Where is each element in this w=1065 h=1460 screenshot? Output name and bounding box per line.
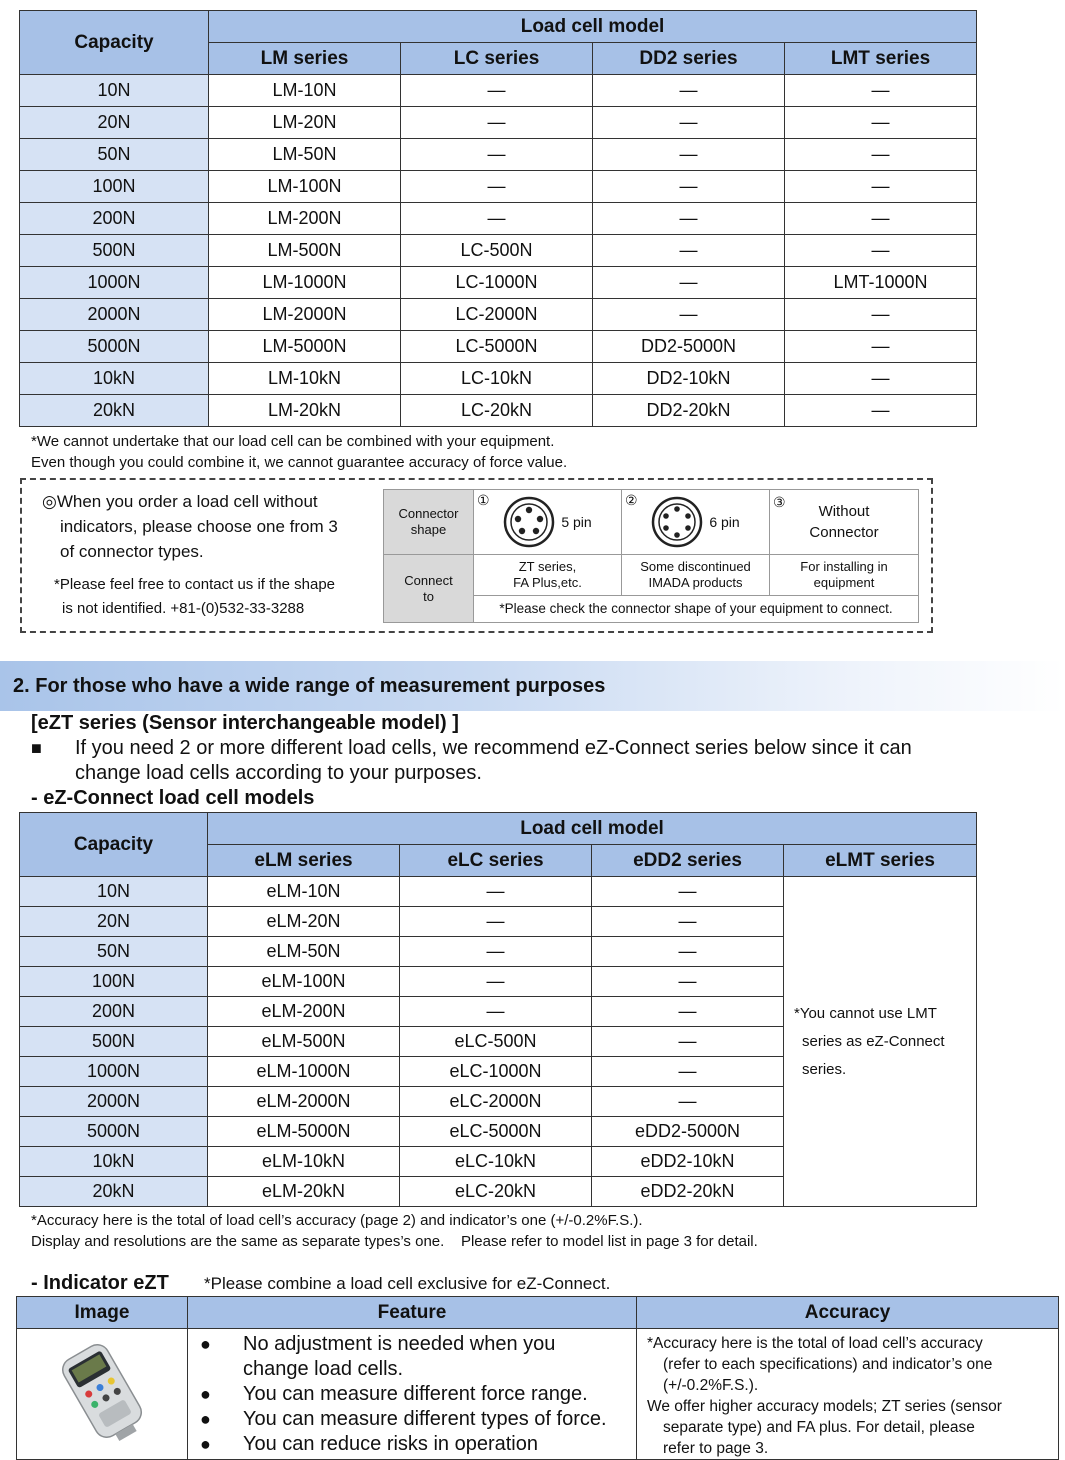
contact-note: *Please feel free to contact us if the shape xyxy=(54,576,336,593)
models-heading: - eZ-Connect load cell models xyxy=(31,787,315,809)
option-number: ② xyxy=(625,492,638,508)
column-header: LM series xyxy=(209,43,401,75)
table-note: *We cannot undertake that our load cell can be combined with your equipment. xyxy=(31,433,555,450)
accuracy-line: (+/-0.2%F.S.). xyxy=(663,1377,759,1394)
model-cell: — xyxy=(592,1027,784,1057)
model-cell: eLC-10kN xyxy=(400,1147,592,1177)
lmt-note-line: *You cannot use LMT xyxy=(794,1004,937,1022)
table-row xyxy=(20,203,977,235)
capacity-cell: 500N xyxy=(20,235,209,267)
model-cell: — xyxy=(593,139,785,171)
capacity-header: Capacity xyxy=(20,11,209,75)
capacity-cell: 50N xyxy=(20,139,209,171)
desc-line: Some discontinued xyxy=(640,559,751,575)
model-cell: DD2-20kN xyxy=(593,395,785,427)
contact-note: is not identified. +81-(0)532-33-3288 xyxy=(62,600,305,617)
connector-option-6pin xyxy=(622,490,770,555)
column-header: LMT series xyxy=(785,43,977,75)
model-cell: — xyxy=(400,937,592,967)
model-cell: eLM-5000N xyxy=(208,1117,400,1147)
5-pin-connector-icon xyxy=(503,496,555,548)
model-cell: LC-500N xyxy=(401,235,593,267)
table-row xyxy=(20,267,977,299)
model-cell: LC-2000N xyxy=(401,299,593,331)
model-cell: eDD2-5000N xyxy=(592,1117,784,1147)
accuracy-header: Accuracy xyxy=(637,1297,1059,1329)
model-cell: — xyxy=(593,267,785,299)
lmt-note-line: series as eZ-Connect xyxy=(802,1032,945,1050)
model-cell: LM-1000N xyxy=(209,267,401,299)
section-subtitle: [eZT series (Sensor interchangeable model) ] xyxy=(31,712,459,734)
accuracy-line: We offer higher accuracy models; ZT series (sensor xyxy=(647,1398,1002,1415)
accuracy-line: *Accuracy here is the total of load cell’s accuracy xyxy=(647,1335,983,1352)
capacity-cell: 20kN xyxy=(20,395,209,427)
indicator-note: *Please combine a load cell exclusive for eZ-Connect. xyxy=(204,1274,611,1293)
model-cell: — xyxy=(592,937,784,967)
table-row xyxy=(20,299,977,331)
bullet-square-icon: ■ xyxy=(31,738,42,758)
label-line: to xyxy=(423,588,434,604)
model-cell: eDD2-20kN xyxy=(592,1177,784,1207)
accuracy-line: refer to page 3. xyxy=(663,1440,769,1457)
connector-intro: of connector types. xyxy=(60,542,204,561)
table-note: Display and resolutions are the same as separate types’s one. Please refer to model list in page 3 for detail. xyxy=(31,1233,758,1250)
load-cell-model-header: Load cell model xyxy=(208,813,977,845)
model-cell: LM-10N xyxy=(209,75,401,107)
lmt-note-line: series. xyxy=(802,1060,847,1078)
ez-connect-model-table xyxy=(19,812,977,1207)
load-cell-model-table xyxy=(19,10,977,427)
6-pin-connector-icon xyxy=(651,496,703,548)
model-cell: — xyxy=(401,171,593,203)
model-cell: LM-500N xyxy=(209,235,401,267)
model-cell: — xyxy=(785,235,977,267)
column-header: eLM series xyxy=(208,845,400,877)
table-row xyxy=(20,395,977,427)
capacity-cell: 10N xyxy=(20,877,208,907)
capacity-cell: 1000N xyxy=(20,267,209,299)
model-cell: eLM-20kN xyxy=(208,1177,400,1207)
connector-intro: ◎When you order a load cell without xyxy=(42,492,318,511)
model-cell: — xyxy=(592,1087,784,1117)
model-cell: DD2-10kN xyxy=(593,363,785,395)
model-cell: LM-20kN xyxy=(209,395,401,427)
capacity-cell: 1000N xyxy=(20,1057,208,1087)
model-cell: — xyxy=(785,75,977,107)
table-row xyxy=(20,171,977,203)
model-cell: — xyxy=(785,299,977,331)
capacity-cell: 20kN xyxy=(20,1177,208,1207)
option-number: ① xyxy=(477,492,490,508)
connector-shape-label xyxy=(384,490,474,555)
model-cell: — xyxy=(785,203,977,235)
model-cell: LC-10kN xyxy=(401,363,593,395)
capacity-cell: 2000N xyxy=(20,299,209,331)
model-cell: eLM-1000N xyxy=(208,1057,400,1087)
model-cell: LMT-1000N xyxy=(785,267,977,299)
feature-item: ● No adjustment is needed when you xyxy=(188,1332,636,1357)
model-cell: — xyxy=(593,107,785,139)
feature-item: ● You can reduce risks in operation xyxy=(188,1432,636,1457)
model-cell: — xyxy=(401,203,593,235)
model-cell: — xyxy=(593,203,785,235)
feature-item: ● You can measure different types of force. xyxy=(188,1407,636,1432)
model-cell: — xyxy=(401,107,593,139)
connector-table xyxy=(383,489,919,623)
column-header: eLMT series xyxy=(784,845,977,877)
model-cell: — xyxy=(401,139,593,171)
capacity-cell: 10kN xyxy=(20,363,209,395)
indicator-image-cell xyxy=(17,1329,188,1460)
model-cell: LM-5000N xyxy=(209,331,401,363)
model-cell: — xyxy=(785,363,977,395)
desc-line: equipment xyxy=(813,575,875,591)
model-cell: — xyxy=(593,235,785,267)
model-cell: — xyxy=(785,139,977,171)
model-cell: — xyxy=(592,907,784,937)
model-cell: — xyxy=(592,997,784,1027)
model-cell: LM-2000N xyxy=(209,299,401,331)
model-cell: DD2-5000N xyxy=(593,331,785,363)
capacity-cell: 200N xyxy=(20,203,209,235)
model-cell: — xyxy=(785,331,977,363)
model-cell: eLC-2000N xyxy=(400,1087,592,1117)
capacity-cell: 10kN xyxy=(20,1147,208,1177)
capacity-cell: 20N xyxy=(20,107,209,139)
desc-line: ZT series, xyxy=(518,559,577,575)
capacity-cell: 200N xyxy=(20,997,208,1027)
image-header: Image xyxy=(17,1297,188,1329)
model-cell: eLC-20kN xyxy=(400,1177,592,1207)
capacity-cell: 10N xyxy=(20,75,209,107)
model-cell: LM-100N xyxy=(209,171,401,203)
indicator-heading: - Indicator eZT xyxy=(31,1272,169,1294)
lmt-note-cell xyxy=(784,877,977,1207)
model-cell: eLM-200N xyxy=(208,997,400,1027)
model-cell: — xyxy=(400,967,592,997)
table-row xyxy=(20,363,977,395)
indicator-table xyxy=(16,1296,1059,1460)
label-line: Connect xyxy=(404,572,453,588)
model-cell: LM-10kN xyxy=(209,363,401,395)
model-cell: eLC-500N xyxy=(400,1027,592,1057)
connect-to-5pin xyxy=(474,555,622,595)
option-label: Connector xyxy=(809,524,879,542)
option-label: Without xyxy=(818,503,870,521)
model-cell: — xyxy=(593,171,785,203)
label-line: shape xyxy=(410,522,447,538)
connector-intro: indicators, please choose one from 3 xyxy=(60,517,338,536)
model-cell: — xyxy=(400,877,592,907)
model-cell: eLM-10N xyxy=(208,877,400,907)
accuracy-line: separate type) and FA plus. For detail, please xyxy=(663,1419,975,1436)
model-cell: — xyxy=(785,107,977,139)
table-note: *Accuracy here is the total of load cell’s accuracy (page 2) and indicator’s one (+/-0.2%F.S.). xyxy=(31,1212,643,1229)
capacity-cell: 50N xyxy=(20,937,208,967)
table-row xyxy=(20,331,977,363)
table-row xyxy=(20,107,977,139)
model-cell: — xyxy=(592,967,784,997)
load-cell-model-header: Load cell model xyxy=(209,11,977,43)
model-cell: — xyxy=(401,75,593,107)
model-cell: LM-200N xyxy=(209,203,401,235)
model-cell: eLM-2000N xyxy=(208,1087,400,1117)
model-cell: LC-5000N xyxy=(401,331,593,363)
table-row xyxy=(20,75,977,107)
section-banner xyxy=(0,661,1065,711)
model-cell: — xyxy=(400,997,592,1027)
capacity-header: Capacity xyxy=(20,813,208,877)
model-cell: — xyxy=(400,907,592,937)
connect-to-none xyxy=(770,555,919,595)
feature-cell xyxy=(188,1329,637,1460)
model-cell: eLC-1000N xyxy=(400,1057,592,1087)
recommend-text: change load cells according to your purposes. xyxy=(75,762,482,784)
model-cell: eDD2-10kN xyxy=(592,1147,784,1177)
model-cell: eLM-500N xyxy=(208,1027,400,1057)
model-cell: eLC-5000N xyxy=(400,1117,592,1147)
capacity-cell: 2000N xyxy=(20,1087,208,1117)
feature-item: ● You can measure different force range. xyxy=(188,1382,636,1407)
connect-to-6pin xyxy=(622,555,770,595)
model-cell: eLM-20N xyxy=(208,907,400,937)
model-cell: LC-20kN xyxy=(401,395,593,427)
column-header: eLC series xyxy=(400,845,592,877)
model-cell: — xyxy=(592,1057,784,1087)
model-cell: eLM-100N xyxy=(208,967,400,997)
capacity-cell: 5000N xyxy=(20,331,209,363)
column-header: DD2 series xyxy=(593,43,785,75)
model-cell: — xyxy=(593,75,785,107)
pin-count: 6 pin xyxy=(709,514,740,531)
desc-line: IMADA products xyxy=(648,575,743,591)
accuracy-cell xyxy=(637,1329,1059,1460)
capacity-cell: 5000N xyxy=(20,1117,208,1147)
model-cell: eLM-10kN xyxy=(208,1147,400,1177)
section-title: 2. For those who have a wide range of measurement purposes xyxy=(13,675,606,697)
pin-count: 5 pin xyxy=(561,514,592,531)
model-cell: LC-1000N xyxy=(401,267,593,299)
accuracy-line: (refer to each specifications) and indicator’s one xyxy=(663,1356,993,1373)
capacity-cell: 100N xyxy=(20,967,208,997)
model-cell: LM-50N xyxy=(209,139,401,171)
desc-line: For installing in xyxy=(800,559,888,575)
feature-header: Feature xyxy=(188,1297,637,1329)
column-header: LC series xyxy=(401,43,593,75)
column-header: eDD2 series xyxy=(592,845,784,877)
table-row xyxy=(20,877,977,907)
model-cell: — xyxy=(593,299,785,331)
model-cell: — xyxy=(785,171,977,203)
table-row xyxy=(20,139,977,171)
capacity-cell: 20N xyxy=(20,907,208,937)
table-note: Even though you could combine it, we cannot guarantee accuracy of force value. xyxy=(31,454,568,471)
model-cell: — xyxy=(785,395,977,427)
connector-check-note: *Please check the connector shape of your equipment to connect. xyxy=(474,595,919,622)
capacity-cell: 500N xyxy=(20,1027,208,1057)
desc-line: FA Plus,etc. xyxy=(513,575,582,591)
label-line: Connector xyxy=(398,506,459,522)
connect-to-label xyxy=(384,555,474,623)
recommend-text: If you need 2 or more different load cells, we recommend eZ-Connect series below since it can xyxy=(75,737,912,759)
connector-option-none xyxy=(770,490,919,555)
model-cell: eLM-50N xyxy=(208,937,400,967)
connector-option-5pin xyxy=(474,490,622,555)
table-row xyxy=(20,235,977,267)
model-cell: — xyxy=(592,877,784,907)
option-number: ③ xyxy=(773,494,786,510)
capacity-cell: 100N xyxy=(20,171,209,203)
feature-item-continued: change load cells. xyxy=(243,1358,404,1380)
model-cell: LM-20N xyxy=(209,107,401,139)
force-gauge-device-image xyxy=(47,1339,157,1444)
